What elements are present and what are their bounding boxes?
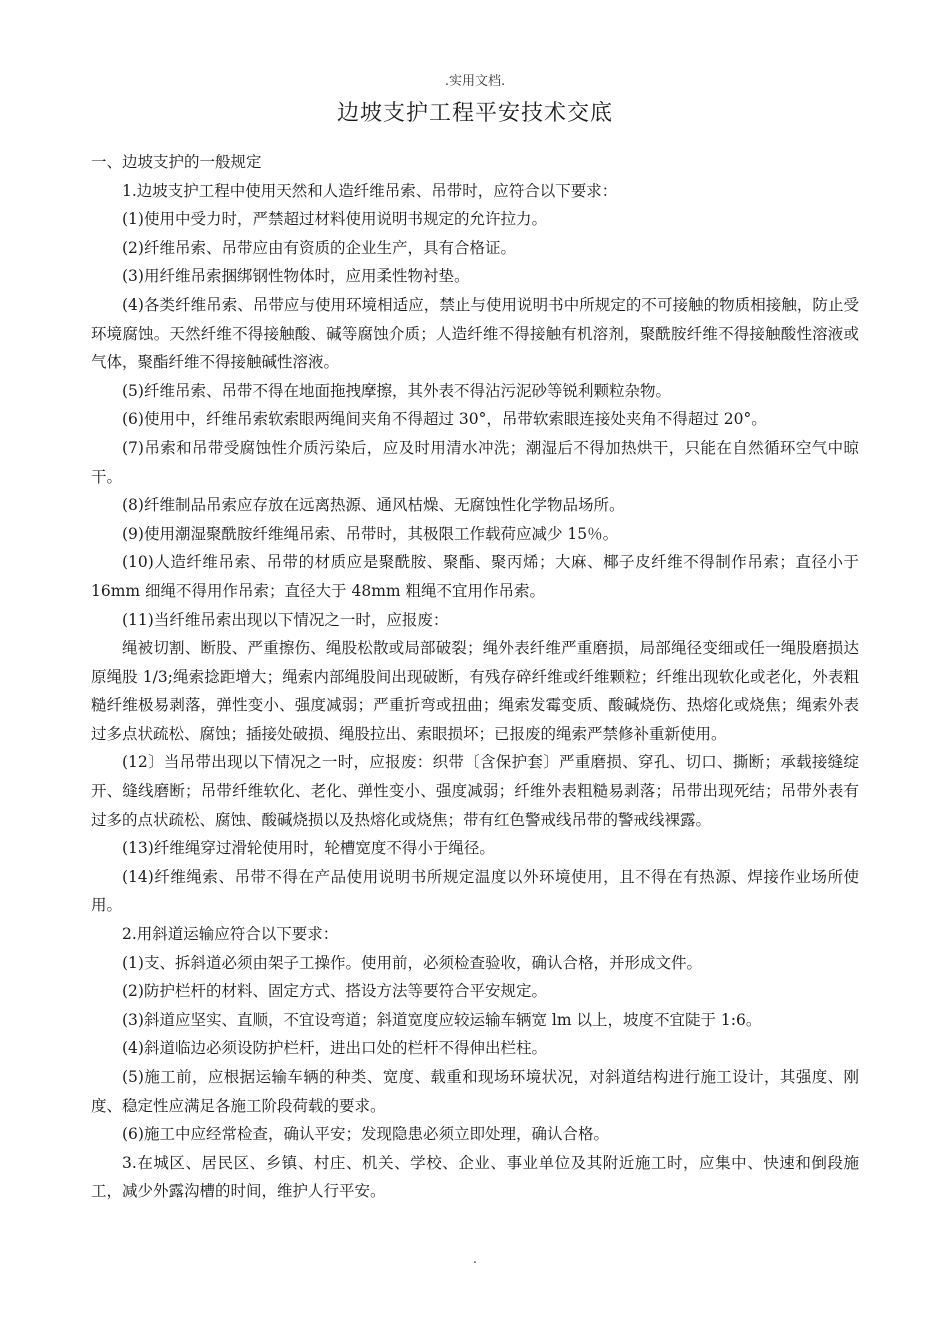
paragraph: (13)纤维绳穿过滑轮使用时，轮槽宽度不得小于绳径。: [122, 839, 495, 858]
paragraph: (7)吊索和吊带受腐蚀性介质污染后，应及时用清水冲洗；潮湿后不得加热烘干，只能在自然循环空气中晾干。: [91, 438, 859, 486]
paragraph: (12〕当吊带出现以下情况之一时，应报废：织带〔含保护套〕严重磨损、穿孔、切口、撕断；承载接缝绽开、缝线磨断；吊带纤维软化、老化、弹性变小、强度减弱；纤维外表粗糙易剥落；吊带出现死结；吊带外表有过多的点状疏松、腐蚀、酸碱烧损以及热熔化或烧焦；带有红色警戒线吊带的警戒线裸露。: [91, 753, 859, 829]
document-body: [91, 148, 859, 1206]
paragraph: 绳被切割、断股、严重擦伤、绳股松散或局部破裂；绳外表纤维严重磨损，局部绳径变细或任一绳股磨损达原绳股 1/3;绳索捻距增大；绳索内部绳股间出现破断，有残存碎纤维或纤维颗粒；纤维出现软化或老化，外表粗糙纤维极易剥落，弹性变小、强度减弱；严重折弯或扭曲；绳索发霉变质、酸碱烧伤、热熔化或烧焦；绳索外表过多点状疏松、腐蚀；插接处破损、绳股拉出、索眼损坏；已报废的绳索严禁修补重新使用。: [91, 639, 859, 743]
document-title: 边坡支护工程平安技术交底: [336, 101, 613, 126]
paragraph: 1.边坡支护工程中使用天然和人造纤维吊索、吊带时，应符合以下要求：: [122, 181, 618, 200]
paragraph: (14)纤维绳索、吊带不得在产品使用说明书所规定温度以外环境使用，且不得在有热源、焊接作业场所使用。: [91, 867, 859, 915]
paragraph: (5)纤维吊索、吊带不得在地面拖拽摩擦，其外表不得沾污泥砂等锐利颗粒杂物。: [122, 381, 671, 400]
paragraph: (2)纤维吊索、吊带应由有资质的企业生产，具有合格证。: [122, 238, 516, 257]
section-heading: 一、边坡支护的一般规定: [91, 153, 262, 171]
paragraph: (8)纤维制品吊索应存放在远离热源、通风枯燥、无腐蚀性化学物品场所。: [122, 496, 625, 515]
paragraph: (11)当纤维吊索出现以下情况之一时，应报废：: [122, 610, 449, 629]
paragraph: (6)使用中，纤维吊索软索眼两绳间夹角不得超过 30°，吊带软索眼连接处夹角不得超过 20°。: [122, 410, 767, 429]
page-header: .实用文档.: [444, 74, 506, 89]
paragraph: (10)人造纤维吊索、吊带的材质应是聚酰胺、聚酯、聚丙烯；大麻、椰子皮纤维不得制作吊索；直径小于 16mm 细绳不得用作吊索；直径大于 48mm 粗绳不宜用作吊索。: [91, 553, 859, 600]
paragraph: 2.用斜道运输应符合以下要求：: [122, 925, 339, 944]
paragraph: (2)防护栏杆的材料、固定方式、搭设方法等要符合平安规定。: [122, 982, 547, 1001]
paragraph: 3.在城区、居民区、乡镇、村庄、机关、学校、企业、事业单位及其附近施工时，应集中、快速和倒段施工，减少外露沟槽的时间，维护人行平安。: [91, 1153, 859, 1201]
page-footer: .: [472, 1252, 478, 1267]
paragraph: (4)斜道临边必须设防护栏杆，进出口处的栏杆不得伸出栏柱。: [122, 1039, 547, 1058]
paragraph: (4)各类纤维吊索、吊带应与使用环境相适应，禁止与使用说明书中所规定的不可接触的物质相接触，防止受环境腐蚀。天然纤维不得接触酸、碱等腐蚀介质；人造纤维不得接触有机溶剂，聚酰胺纤维不得接触酸性溶液或气体，聚酯纤维不得接触碱性溶液。: [91, 295, 859, 372]
paragraph: (1)使用中受力时，严禁超过材料使用说明书规定的允许拉力。: [122, 210, 547, 229]
paragraph: (1)支、拆斜道必须由架子工操作。使用前，必须检查验收，确认合格，并形成文件。: [122, 953, 702, 972]
paragraph: (9)使用潮湿聚酰胺纤维绳吊索、吊带时，其极限工作载荷应减少 15％。: [122, 524, 619, 543]
paragraph: (3)用纤维吊索捆绑钢性物体时，应用柔性物衬垫。: [122, 267, 470, 286]
paragraph: (6)施工中应经常检查，确认平安；发现隐患必须立即处理，确认合格。: [122, 1125, 609, 1144]
paragraph: (5)施工前，应根据运输车辆的种类、宽度、载重和现场环境状况，对斜道结构进行施工设计，其强度、刚度、稳定性应满足各施工阶段荷载的要求。: [91, 1068, 859, 1115]
paragraph: (3)斜道应坚实、直顺，不宜设弯道；斜道宽度应较运输车辆宽 lm 以上，坡度不宜陡于 1:6。: [122, 1010, 762, 1029]
